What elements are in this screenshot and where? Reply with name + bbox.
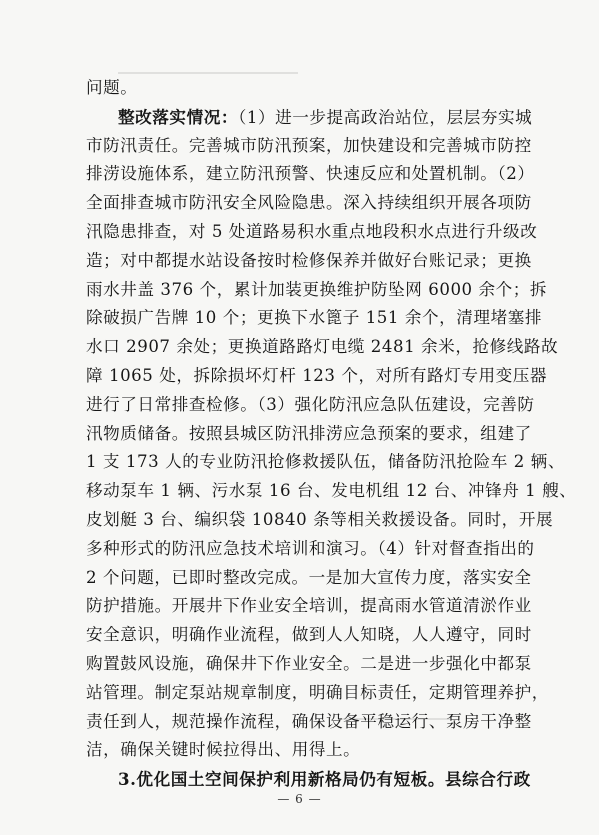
text-line: 全面排查城市防汛安全风险隐患。深入持续组织开展各项防 (86, 193, 532, 213)
page-number: — 6 — (277, 792, 322, 806)
text-line: 雨水井盖 376 个，累计加装更换维护防坠网 6000 余个；拆 (86, 279, 548, 299)
text-line: 多种形式的防汛应急技术培训和演习。（4）针对督查指出的 (86, 538, 535, 558)
text-line: 责任到人，规范操作流程，确保设备平稳运行、泵房干净整 (86, 711, 532, 731)
text-line: （1）进一步提高政治站位，层层夯实城 (238, 107, 533, 127)
text-line: 市防汛责任。完善城市防汛预案，加快建设和完善城市防控 (86, 135, 532, 155)
text-line: 汛隐患排查，对 5 处道路易积水重点地段积水点进行升级改 (86, 222, 538, 241)
text-line: 站管理。制定泵站规章制度，明确目标责任，定期管理养护， (86, 682, 549, 702)
text-line: 水口 2907 余处；更换道路路灯电缆 2481 余米，抢修线路故 (86, 337, 559, 357)
text-line: 造；对中都提水站设备按时检修保养并做好台账记录；更换 (86, 250, 532, 270)
next-section-heading: 3.优化国土空间保护利用新格局仍有短板。县综合行政 (118, 769, 531, 790)
text-line: 1 支 173 人的专业防汛抢修救援队伍，储备防汛抢险车 2 辆、 (86, 452, 565, 472)
text-line: 购置鼓风设施，确保井下作业安全。二是进一步强化中都泵 (86, 654, 532, 673)
text-line: 问题。 (86, 78, 138, 97)
text-line: 洁，确保关键时候拉得出、用得上。 (86, 740, 361, 760)
text-line: 2 个问题，已即时整改完成。一是加大宣传力度，落实安全 (86, 567, 532, 587)
scan-artifact (118, 72, 298, 74)
text-line: 汛物质储备。按照县城区防汛排涝应急预案的要求，组建了 (86, 423, 532, 443)
text-line: 皮划艇 3 台、编织袋 10840 条等相关救援设备。同时，开展 (86, 510, 554, 529)
section-heading-line (118, 106, 533, 128)
section-heading: 整改落实情况： (118, 106, 239, 127)
text-line: 排涝设施体系，建立防汛预警、快速反应和处置机制。（2） (86, 164, 535, 184)
text-line: 除破损广告牌 10 个；更换下水篦子 151 余个，清理堵塞排 (86, 308, 542, 328)
text-line: 安全意识，明确作业流程，做到人人知晓，人人遵守，同时 (86, 625, 532, 645)
text-line: 移动泵车 1 辆、污水泵 16 台、发电机组 12 台、冲锋舟 1 艘、 (86, 481, 577, 501)
text-line: 障 1065 处，拆除损坏灯杆 123 个，对所有路灯专用变压器 (86, 366, 548, 385)
text-line: 防护措施。开展井下作业安全培训，提高雨水管道清淤作业 (86, 596, 532, 616)
text-line: 进行了日常排查检修。（3）强化防汛应急队伍建设，完善防 (86, 394, 535, 414)
